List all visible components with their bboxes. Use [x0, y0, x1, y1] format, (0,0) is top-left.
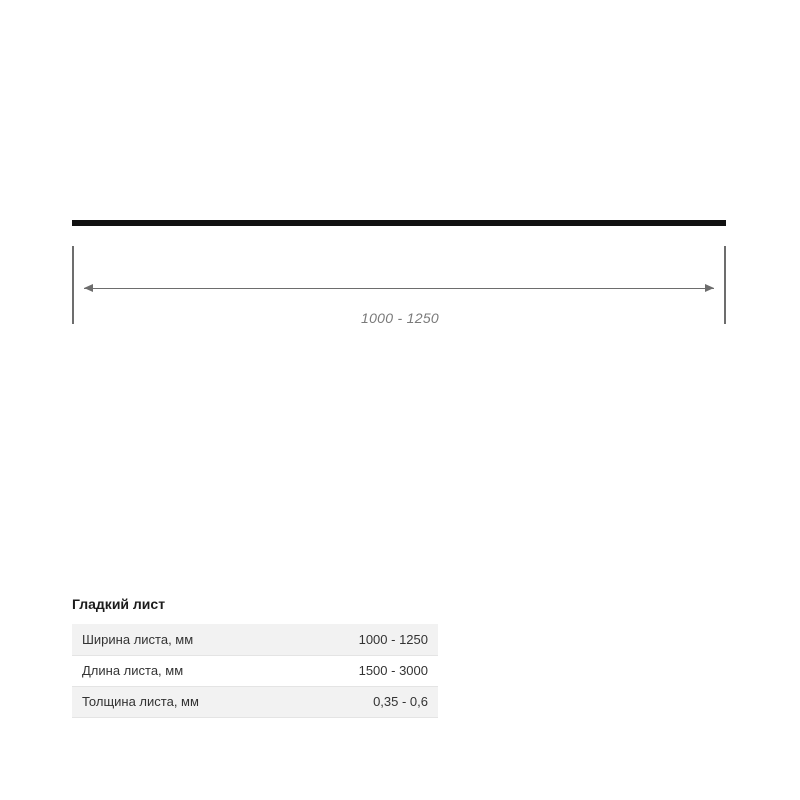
- spec-param: Длина листа, мм: [72, 655, 255, 686]
- spec-table-body: [72, 624, 438, 717]
- table-row: [72, 655, 438, 686]
- spec-param: Толщина листа, мм: [72, 686, 255, 717]
- table-row: [72, 686, 438, 717]
- sheet-profile-line: [72, 220, 726, 226]
- spec-param: Ширина листа, мм: [72, 624, 255, 655]
- dimension-arrow-left-icon: [84, 284, 93, 292]
- spec-value: 1000 - 1250: [255, 624, 438, 655]
- dimension-line: [84, 288, 714, 289]
- spec-value: 0,35 - 0,6: [255, 686, 438, 717]
- spec-title: Гладкий лист: [72, 596, 166, 612]
- spec-value: 1500 - 3000: [255, 655, 438, 686]
- width-dimension-label: 1000 - 1250: [360, 310, 440, 326]
- spec-table: [72, 624, 438, 718]
- spec-block: [72, 596, 438, 718]
- dimension-arrow-right-icon: [705, 284, 714, 292]
- table-row: [72, 624, 438, 655]
